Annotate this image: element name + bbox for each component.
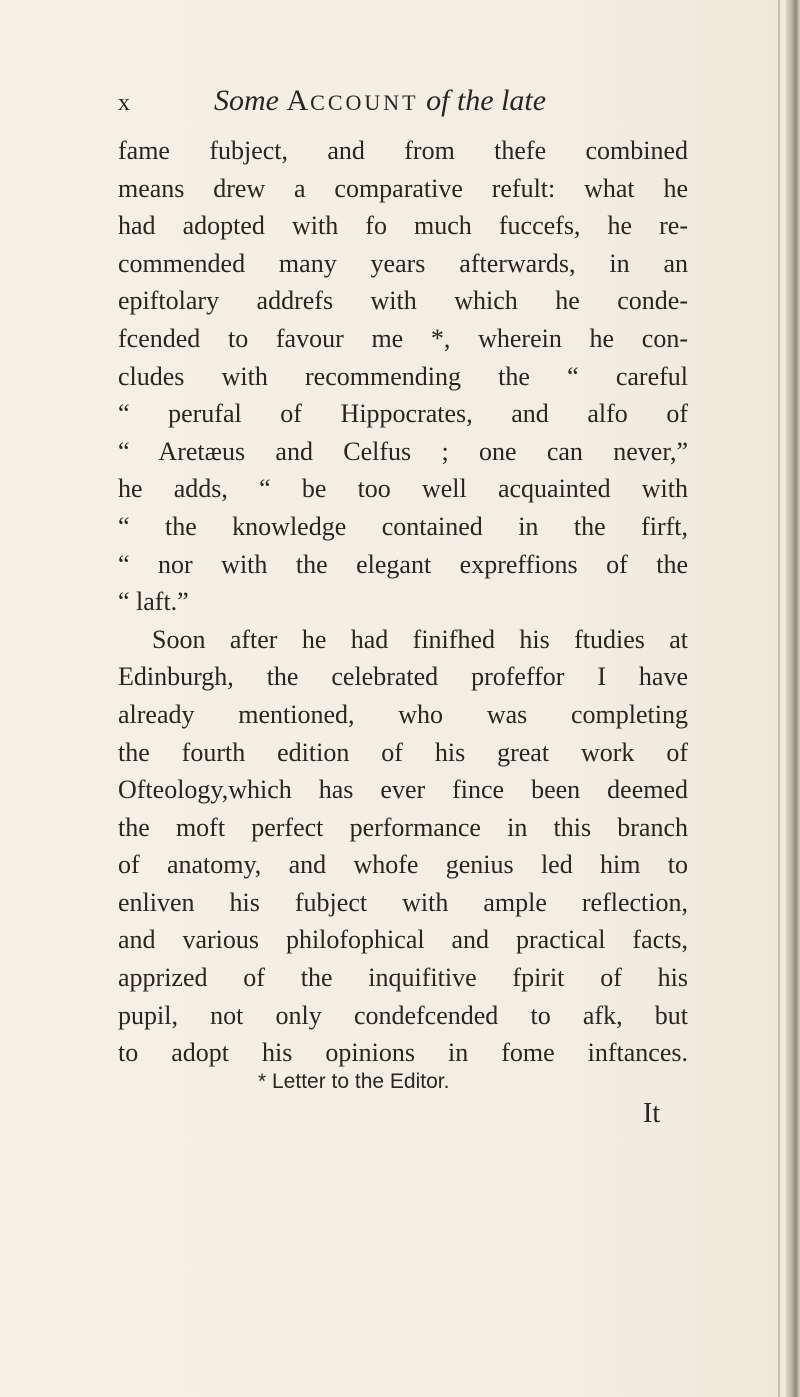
body-text	[118, 132, 688, 1072]
text-line: epiftolary addrefs with which he conde-	[118, 286, 688, 316]
title-some: Some	[214, 84, 279, 117]
text-line: already mentioned, who was completing	[118, 699, 688, 729]
text-line: “ laft.”	[118, 587, 189, 617]
text-line: apprized of the inquifitive fpirit of his	[118, 963, 688, 993]
page-gutter	[786, 0, 800, 1397]
text-line: Edinburgh, the celebrated profeffor I have	[118, 662, 688, 692]
title-account-initial: A	[286, 84, 311, 117]
page-number: x	[118, 90, 131, 116]
text-line: means drew a comparative refult: what he	[118, 173, 688, 203]
text-line: “ perufal of Hippocrates, and alfo of	[118, 399, 688, 429]
text-line: fame fubject, and from thefe combined	[118, 136, 688, 165]
text-line: the fourth edition of his great work of	[118, 737, 688, 767]
text-line: cludes with recommending the “ careful	[118, 361, 688, 391]
text-line: he adds, “ be too well acquainted with	[118, 474, 688, 504]
running-header	[118, 84, 678, 124]
title-account-rest: CCOUNT	[310, 90, 419, 115]
text-line: of anatomy, and whofe genius led him to	[118, 850, 688, 880]
text-line: Ofteology,which has ever fince been deemed	[118, 775, 688, 805]
text-line: and various philofophical and practical facts,	[118, 925, 688, 955]
text-line: “ nor with the elegant expreffions of the	[118, 549, 688, 579]
title-rest: of the late	[426, 84, 547, 117]
gutter-shadow	[778, 0, 780, 1397]
text-line: the moft perfect performance in this branch	[118, 812, 688, 842]
text-line: “ the knowledge contained in the firft,	[118, 511, 688, 541]
text-line: pupil, not only condefcended to afk, but	[118, 1000, 688, 1030]
footnote: * Letter to the Editor.	[258, 1070, 450, 1093]
text-line: to adopt his opinions in fome inftances.	[118, 1038, 688, 1068]
catchword: It	[643, 1098, 661, 1129]
text-line: had adopted with fo much fuccefs, he re-	[118, 211, 688, 241]
paragraph-start-line: Soon after he had finifhed his ftudies at	[152, 624, 688, 654]
running-title	[214, 84, 546, 118]
text-line: “ Aretæus and Celfus ; one can never,”	[118, 436, 688, 466]
text-line: fcended to favour me *, wherein he con-	[118, 323, 688, 353]
text-line: enliven his fubject with ample reflection,	[118, 887, 688, 917]
text-line: commended many years afterwards, in an	[118, 248, 688, 278]
